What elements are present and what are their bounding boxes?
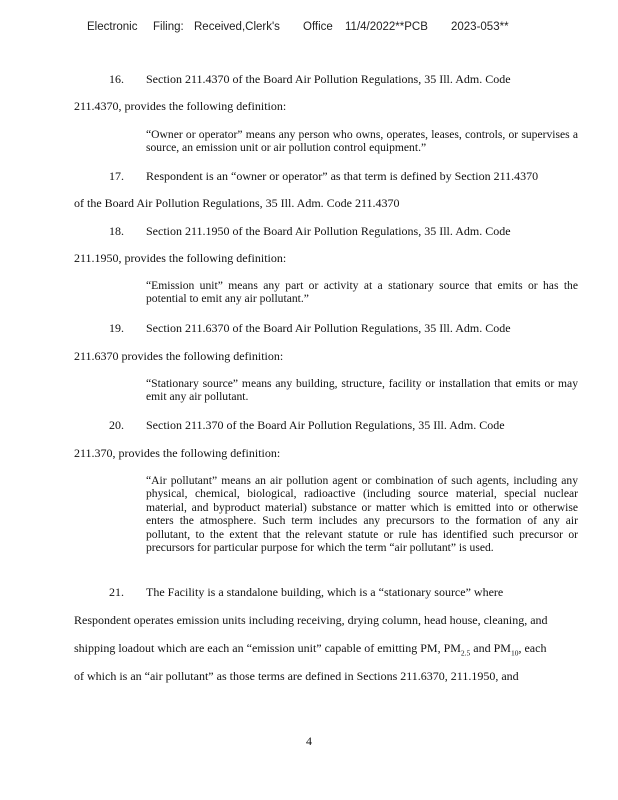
paragraph-text: The Facility is a standalone building, which is a “stationary source” where (146, 585, 504, 599)
paragraph-text: Respondent operates emission units including receiving, drying column, head house, cleaning, and (74, 613, 548, 627)
header-office: Office (303, 21, 333, 33)
header-docket: 2023-053** (451, 21, 509, 33)
paragraph-text-segment: shipping loadout which are each an “emission unit” capable of emitting PM, PM (74, 641, 461, 655)
paragraph-text: 211.4370, provides the following definition: (74, 99, 287, 113)
header-received: Received,Clerk's (194, 21, 280, 33)
paragraph-number: 19. (109, 321, 124, 335)
header-filing: Filing: (153, 21, 184, 33)
paragraph-number: 16. (109, 72, 124, 86)
block-quote: “Stationary source” means any building, structure, facility or installation that emits or may emit any air pollutant. (146, 377, 578, 404)
paragraph-number: 21. (109, 585, 124, 599)
paragraph-text-segment: , each (518, 641, 547, 655)
paragraph-text: of the Board Air Pollution Regulations, 35 Ill. Adm. Code 211.4370 (74, 196, 400, 210)
paragraph-text: 211.370, provides the following definition: (74, 446, 281, 460)
paragraph-text: of which is an “air pollutant” as those terms are defined in Sections 211.6370, 211.1950, and (74, 669, 519, 683)
paragraph-number: 20. (109, 418, 124, 432)
paragraph-number: 17. (109, 169, 124, 183)
filing-header (0, 21, 618, 37)
paragraph-text: 211.1950, provides the following definition: (74, 251, 287, 265)
paragraph-text-segment: and PM (470, 641, 511, 655)
header-electronic: Electronic (87, 21, 138, 33)
paragraph-text: Respondent is an “owner or operator” as that term is defined by Section 211.4370 (146, 169, 539, 183)
block-quote: “Emission unit” means any part or activity at a stationary source that emits or has the potential to emit any air pollutant.” (146, 279, 578, 306)
paragraph-text (74, 641, 547, 658)
block-quote: “Owner or operator” means any person who owns, operates, leases, controls, or supervises a source, an emission unit or air pollution control equipment.” (146, 128, 578, 155)
block-quote: “Air pollutant” means an air pollution agent or combination of such agents, including any physical, chemical, biological, radioactive (including source material, special nuclear material, and byproduct material) substance or matter which is emitted into or otherwise enters the atmosphere. Such term includes any precursors to the formation of any air pollutant, to the extent that the relevant statute or rule has identified such precursor or precursors for particular purpose for which the term “air pollutant” is used. (146, 474, 578, 555)
subscript: 10 (510, 648, 519, 658)
paragraph-text: 211.6370 provides the following definition: (74, 349, 284, 363)
subscript: 2.5 (460, 648, 471, 658)
paragraph-text: Section 211.4370 of the Board Air Pollution Regulations, 35 Ill. Adm. Code (146, 72, 511, 86)
page-number: 4 (306, 734, 312, 748)
paragraph-text: Section 211.370 of the Board Air Pollution Regulations, 35 Ill. Adm. Code (146, 418, 505, 432)
header-date: 11/4/2022**PCB (345, 21, 428, 33)
paragraph-text: Section 211.6370 of the Board Air Pollution Regulations, 35 Ill. Adm. Code (146, 321, 511, 335)
paragraph-text: Section 211.1950 of the Board Air Pollution Regulations, 35 Ill. Adm. Code (146, 224, 511, 238)
paragraph-number: 18. (109, 224, 124, 238)
